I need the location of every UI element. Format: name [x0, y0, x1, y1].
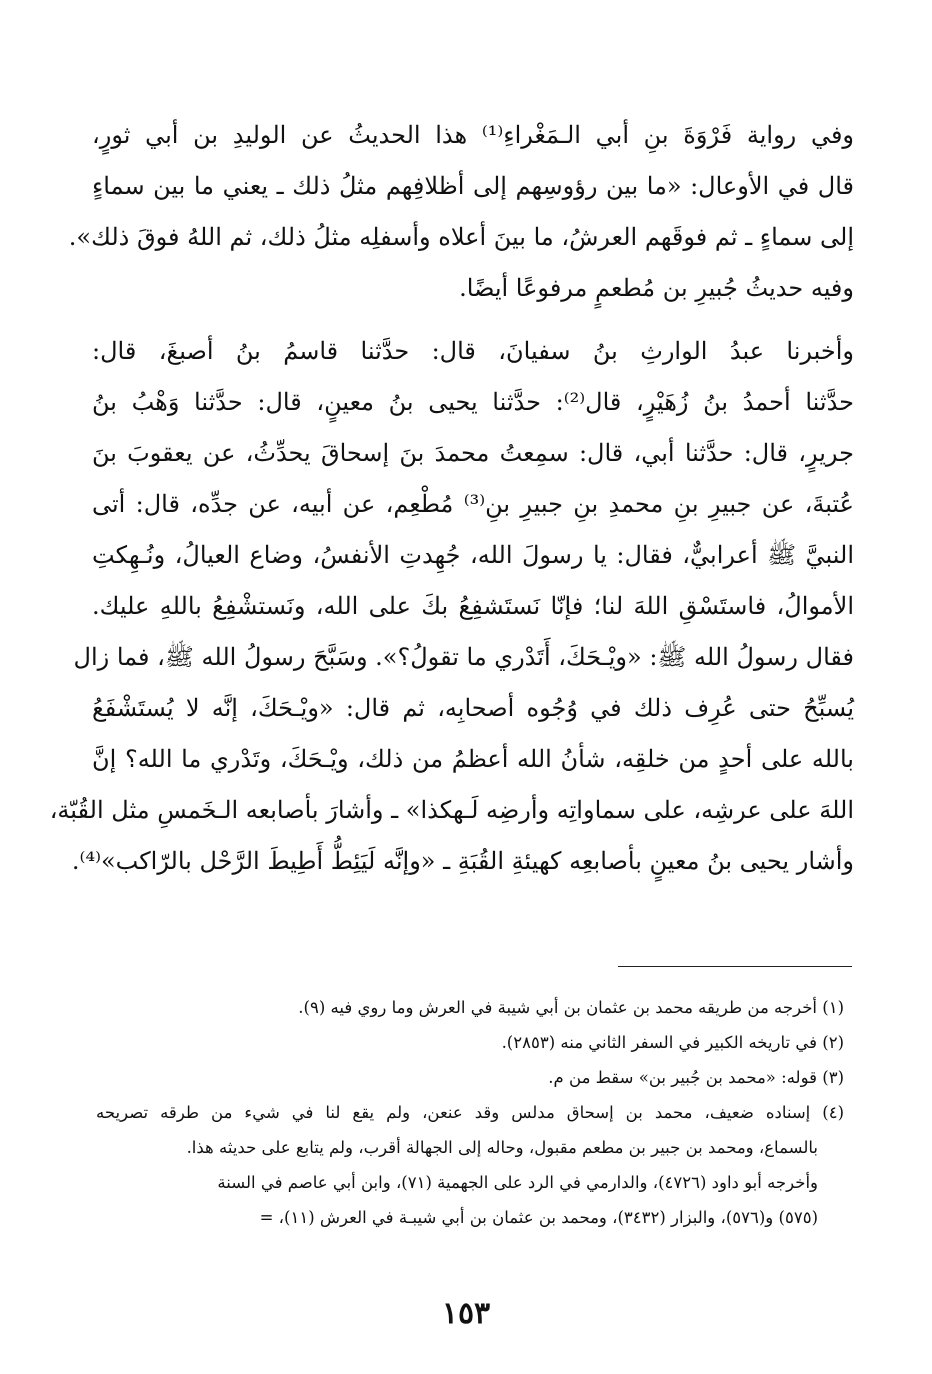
- body-line: بالله على أحدٍ من خلقِه، شأنُ الله أعظمُ من ذلك، ويْـحَكَ، وتَدْري ما الله؟ إنَّ: [92, 745, 854, 773]
- body-line: إلى سماءٍ ـ ثم فوقَهم العرشُ، ما بينَ أعلاه وأسفلِه مثلُ ذلك، ثم اللهُ فوقَ ذلك».: [68, 223, 854, 251]
- body-line: الأموالُ، فاستَسْقِ اللهَ لنا؛ فإنّا نَستَشفِعُ بكَ على الله، ونَستشْفِعُ باللهِ عليك.: [92, 592, 854, 620]
- body-line: يُسبِّحُ حتى عُرِف ذلك في وُجُوه أصحابِه، ثم قال: «ويْـحَكَ، إنَّه لا يُستَشْفَعُ: [92, 694, 854, 722]
- body-line: حدَّثنا أحمدُ بنُ زُهَيْرٍ، قال⁽²⁾: حدَّثنا يحيى بنُ معينٍ، قال: حدَّثنا وَهْبُ بنُ: [92, 388, 854, 416]
- footnote-line: (٥٧٥) و(٥٧٦)، والبزار (٣٤٣٢)، ومحمد بن عثمان بن أبي شيبـة في العرش (١١)، =: [259, 1208, 818, 1227]
- footnote-separator: [618, 966, 852, 967]
- paragraph-gap: [92, 314, 854, 326]
- body-line: قال في الأوعال: «ما بين رؤوسِهم إلى أظلافِهم مثلُ ذلك ـ يعني ما بين سماءٍ: [92, 172, 854, 200]
- page-number: ١٥٣: [441, 1296, 491, 1331]
- main-body-text: [49, 110, 855, 887]
- body-line: عُتبةَ، عن جبيرِ بنِ محمدِ بنِ جبيرِ بنِ⁽³⁾ مُطْعِم، عن أبيه، عن جدِّه، قال: أتى: [92, 490, 854, 518]
- body-line: وفيه حديثُ جُبيرِ بن مُطعمٍ مرفوعًا أيضًا.: [459, 274, 854, 302]
- footnote-line: وأخرجه أبو داود (٤٧٢٦)، والدارمي في الرد على الجهمية (٧١)، وابن أبي عاصم في السنة: [217, 1173, 818, 1192]
- body-line: النبيَّ ﷺ أعرابيٌّ، فقال: يا رسولَ الله، جُهِدتِ الأنفسُ، وضاع العيالُ، ونُـهِكتِ: [92, 541, 854, 569]
- footnote-line: (١) أخرجه من طريقه محمد بن عثمان بن أبي شيبة في العرش وما روي فيه (٩).: [298, 998, 844, 1017]
- body-line: جريرٍ، قال: حدَّثنا أبي، قال: سمِعتُ محمدَ بنَ إسحاقَ يحدِّثُ، عن يعقوبَ بنَ: [92, 439, 854, 467]
- footnote-line: (٣) قوله: «محمد بن جُبير بن» سقط من م.: [548, 1068, 844, 1087]
- body-line: اللهَ على عرشِه، على سماواتِه وأرضِه لَـهكذا» ـ وأشارَ بأصابعه الـخَمسِ مثل القُبّة،: [49, 796, 854, 824]
- body-line: وأخبرنا عبدُ الوارثِ بنُ سفيانَ، قال: حدَّثنا قاسمُ بنُ أصبغَ، قال:: [92, 337, 854, 365]
- footnotes: [96, 990, 844, 1235]
- footnote-line: (٢) في تاريخه الكبير في السفر الثاني منه (٢٨٥٣).: [501, 1033, 844, 1052]
- footnote-line: (٤) إسناده ضعيف، محمد بن إسحاق مدلس وقد عنعن، ولم يقع لنا في شيء من طرقه تصريحه: [96, 1103, 844, 1122]
- body-line: وأشار يحيى بنُ معينٍ بأصابعِه كهيئةِ القُبَةِ ـ «وإنَّه لَيَئِطُّ أَطِيطَ الرَّحْل بالرّاكب»⁽⁴⁾.: [71, 847, 854, 875]
- footnote-line: بالسماع، ومحمد بن جبير بن مطعم مقبول، وحاله إلى الجهالة أقرب، ولم يتابع على حديثه هذا.: [186, 1138, 818, 1157]
- body-line: فقال رسولُ الله ﷺ: «ويْـحَكَ، أَتَدْري ما تقولُ؟». وسَبَّحَ رسولُ الله ﷺ، فما زال: [73, 643, 854, 671]
- body-line: وفي رواية فَرْوَةَ بنِ أبي الـمَغْراءِ⁽¹⁾ هذا الحديثُ عن الوليدِ بن أبي ثورٍ،: [92, 121, 855, 149]
